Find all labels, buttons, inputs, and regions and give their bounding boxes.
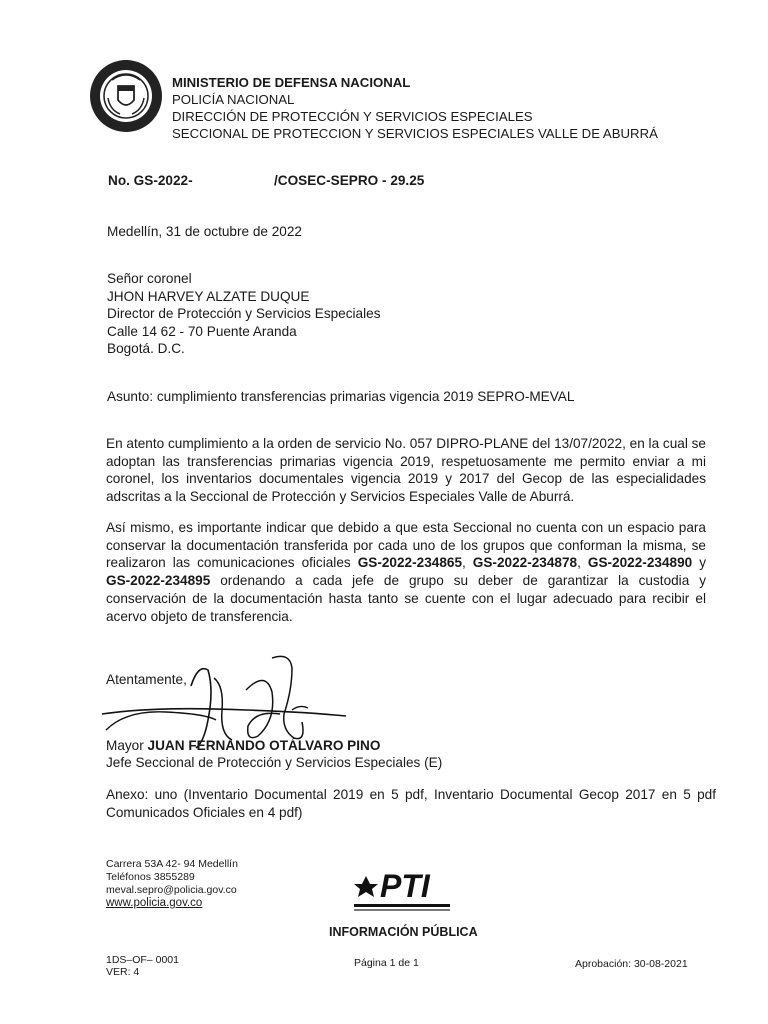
- pti-logo: [350, 864, 452, 916]
- signer-position: Jefe Seccional de Protección y Servicios Especiales (E): [106, 755, 443, 770]
- approval-date: Aprobación: 30-08-2021: [575, 958, 688, 970]
- signer-name: Mayor JUAN FERNANDO OTÁLVARO PINO: [106, 738, 381, 753]
- reference-code: /COSEC-SEPRO - 29.25: [274, 173, 425, 188]
- communication-ref-3: GS-2022-234890: [587, 555, 693, 571]
- section-name: SECCIONAL DE PROTECCION Y SERVICIOS ESPECIALES VALLE DE ABURRÁ: [172, 126, 658, 141]
- page-number: Página 1 de 1: [354, 957, 419, 969]
- website-link[interactable]: www.policia.gov.co: [106, 897, 203, 909]
- annex-note: Anexo: uno (Inventario Documental 2019 en 5 pdf, Inventario Documental Gecop 2017 en 5 pdf Comunicados Oficiales en 4 pdf): [106, 787, 716, 820]
- contact-address: Carrera 53A 42- 94 Medellín: [106, 858, 238, 870]
- directorate-name: DIRECCIÓN DE PROTECCIÓN Y SERVICIOS ESPECIALES: [172, 109, 533, 124]
- classification-label: INFORMACIÓN PÚBLICA: [329, 925, 478, 939]
- body-paragraph-1: En atento cumplimiento a la orden de servicio No. 057 DIPRO-PLANE del 13/07/2022, en la cual se adoptan las transferencias primarias vigencia 2019, respetuosamente me permito enviar a mi coronel, los inventarios documentales vigencia 2019 y 2017 del Gecop de las especialidades adscritas a la Seccional de Protección y Servicios Especiales Valle de Aburrá.: [106, 436, 706, 505]
- svg-text:PTI: PTI: [380, 868, 430, 904]
- contact-email[interactable]: meval.sepro@policia.gov.co: [106, 884, 237, 896]
- letter-subject: Asunto: cumplimiento transferencias primarias vigencia 2019 SEPRO-MEVAL: [107, 389, 575, 404]
- police-seal-logo: [88, 58, 164, 134]
- letter-date: Medellín, 31 de octubre de 2022: [107, 224, 302, 239]
- communication-ref-2: GS-2022-234878: [472, 555, 578, 571]
- body-paragraph-2: Así mismo, es importante indicar que debido a que esta Seccional no cuenta con un espacio para conservar la documentación transferida por cada uno de los grupos que conforman la misma, se realizaron las comunicaciones oficiales GS-2022-234865, GS-2022-234878, GS-2022-234890 y GS-2022-234895 ordenando a cada jefe de grupo su deber de garantizar la custodia y conservación de la documentación hasta tanto se cuente con el lugar adecuado para recibir el acervo objeto de transferencia.: [106, 520, 706, 624]
- contact-phone: Teléfonos 3855289: [106, 871, 195, 883]
- form-code: 1DS–OF– 0001: [106, 954, 179, 966]
- communication-ref-4: GS-2022-234895: [106, 573, 211, 589]
- recipient-name: JHON HARVEY ALZATE DUQUE: [107, 289, 310, 304]
- recipient-address: Calle 14 62 - 70 Puente Aranda: [107, 324, 297, 339]
- ministry-name: MINISTERIO DE DEFENSA NACIONAL: [172, 75, 411, 90]
- police-name: POLICÍA NACIONAL: [172, 92, 295, 107]
- recipient-salutation: Señor coronel: [107, 271, 192, 286]
- closing-text: Atentamente,: [106, 672, 187, 687]
- communication-ref-1: GS-2022-234865: [357, 555, 462, 571]
- reference-number: No. GS-2022-: [108, 173, 193, 188]
- recipient-city: Bogotá. D.C.: [107, 341, 185, 356]
- recipient-title: Director de Protección y Servicios Especiales: [107, 306, 381, 321]
- form-version: VER: 4: [106, 966, 140, 978]
